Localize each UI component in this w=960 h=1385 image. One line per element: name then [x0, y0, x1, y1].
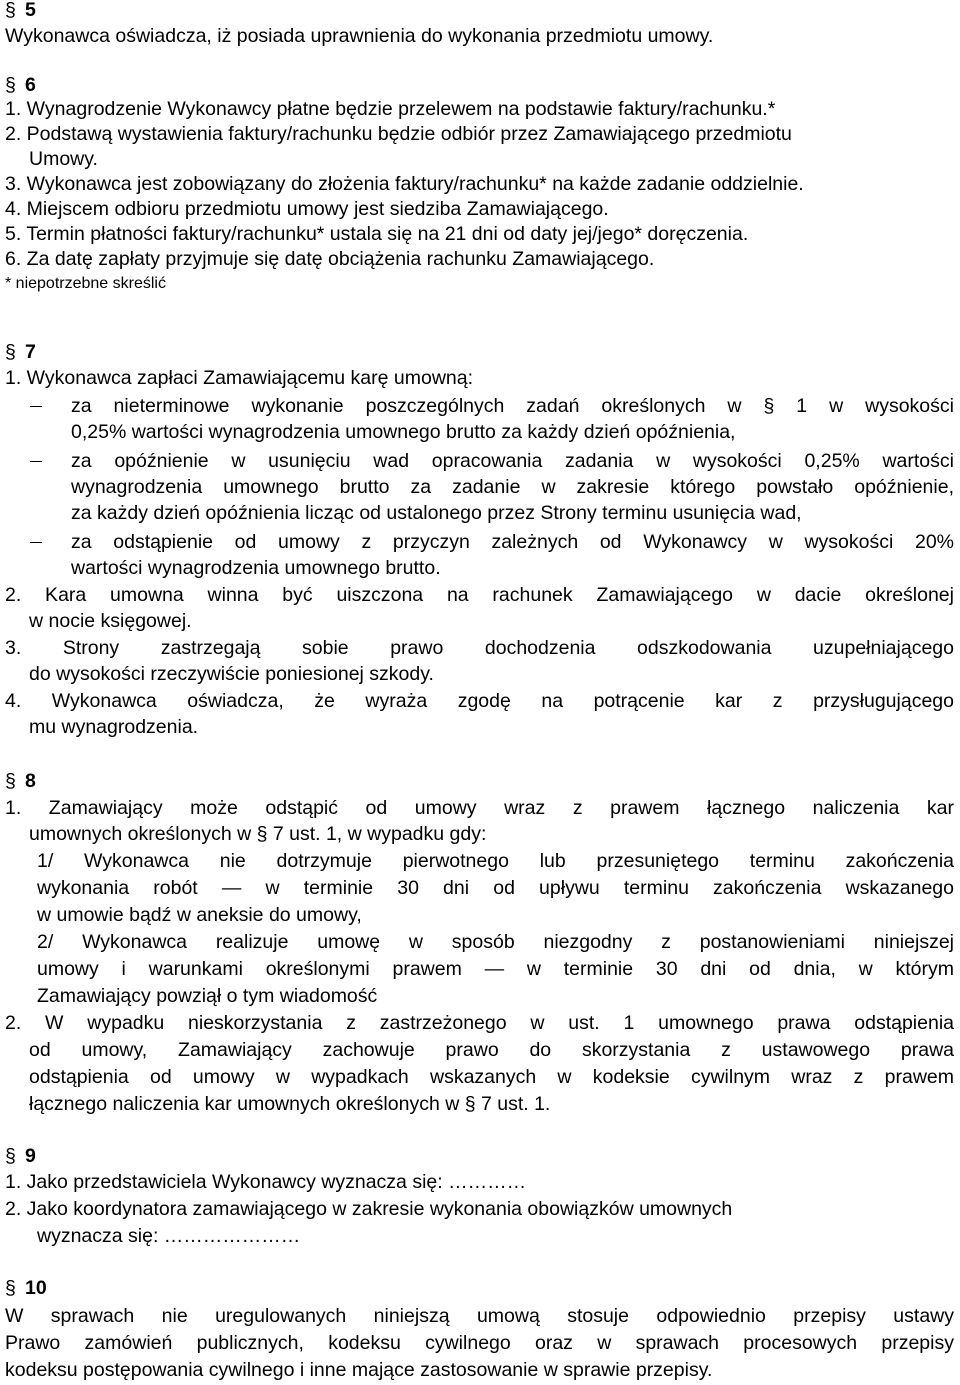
section-6-item-2-cont: Umowy. — [29, 148, 98, 170]
paragraph-sign: § — [5, 0, 16, 21]
section-8-item-1: 1. Zamawiający może odstąpić od umowy wraz z prawem łącznego naliczenia kar — [5, 797, 954, 819]
section-7-item-3-cont: do wysokości rzeczywiście poniesionej szkody. — [29, 663, 434, 685]
dash-bullet-icon — [30, 406, 42, 407]
section-7-item-4: 4. Wykonawca oświadcza, że wyraża zgodę na potrącenie kar z przysługującego — [5, 690, 954, 712]
section-7-item-2: 2. Kara umowna winna być uiszczona na rachunek Zamawiającego w dacie określonej — [5, 584, 954, 606]
section-8-heading — [5, 769, 954, 793]
section-8-item-1-cont: umownych określonych w § 7 ust. 1, w wypadku gdy: — [29, 823, 487, 845]
section-8-point-1: 1/ Wykonawca nie dotrzymuje pierwotnego lub przesuniętego terminu zakończenia — [37, 850, 954, 872]
section-8-item-2-cont2: odstąpienia od umowy w wypadkach wskazanych w kodeksie cywilnym wraz z prawem — [29, 1066, 954, 1088]
section-6-heading — [5, 73, 954, 97]
paragraph-sign: § — [5, 770, 16, 792]
section-number: 9 — [25, 1145, 36, 1167]
dash-bullet-icon — [30, 542, 42, 543]
section-7-bullet-2-cont: wynagrodzenia umownego brutto za zadanie w zakresie którego powstało opóźnienie, — [71, 476, 954, 498]
section-7-bullet-3-cont: wartości wynagrodzenia umownego brutto. — [71, 557, 441, 579]
section-5-heading — [5, 0, 954, 22]
section-10-line-2: Prawo zamówień publicznych, kodeksu cywilnego oraz w sprawach procesowych przepisy — [5, 1332, 954, 1354]
section-10-line-1: W sprawach nie uregulowanych niniejszą umową stosuje odpowiednio przepisy ustawy — [5, 1305, 954, 1327]
section-8-point-1-cont2: w umowie bądź w aneksie do umowy, — [37, 904, 362, 926]
section-9-heading — [5, 1144, 954, 1168]
section-8-item-2: 2. W wypadku nieskorzystania z zastrzeżonego w ust. 1 umownego prawa odstąpienia — [5, 1012, 954, 1034]
footnote: * niepotrzebne skreślić — [5, 275, 166, 292]
section-6-item-4: 4. Miejscem odbioru przedmiotu umowy jest siedziba Zamawiającego. — [5, 198, 609, 220]
section-number: 6 — [25, 74, 36, 96]
section-6-item-5: 5. Termin płatności faktury/rachunku* ustala się na 21 dni od daty jej/jego* doręczenia. — [5, 223, 749, 245]
section-7-bullet-3: za odstąpienie od umowy z przyczyn zależnych od Wykonawcy w wysokości 20% — [71, 531, 954, 553]
dash-bullet-icon — [30, 461, 42, 462]
section-8-point-2-cont: umowy i warunkami określonymi prawem — w terminie 30 dni od dnia, w którym — [37, 958, 954, 980]
section-8-point-2: 2/ Wykonawca realizuje umowę w sposób niezgodny z postanowieniami niniejszej — [37, 931, 954, 953]
paragraph-sign: § — [5, 1145, 16, 1167]
section-8-item-2-cont: od umowy, Zamawiający zachowuje prawo do skorzystania z ustawowego prawa — [29, 1039, 954, 1061]
section-6-item-2: 2. Podstawą wystawienia faktury/rachunku będzie odbiór przez Zamawiającego przedmiotu — [5, 123, 792, 145]
section-10-line-3: kodeksu postępowania cywilnego i inne mające zastosowanie w sprawie przepisy. — [5, 1359, 713, 1381]
section-6-item-1: 1. Wynagrodzenie Wykonawcy płatne będzie przelewem na podstawie faktury/rachunku.* — [5, 98, 776, 120]
section-7-item-4-cont: mu wynagrodzenia. — [29, 716, 199, 738]
section-8-item-2-cont3: łącznego naliczenia kar umownych określonych w § 7 ust. 1. — [29, 1093, 551, 1115]
paragraph-sign: § — [5, 74, 16, 96]
section-10-heading — [5, 1276, 954, 1300]
section-6-item-6: 6. Za datę zapłaty przyjmuje się datę obciążenia rachunku Zamawiającego. — [5, 248, 655, 270]
section-7-item-1: 1. Wykonawca zapłaci Zamawiającemu karę umowną: — [5, 367, 474, 389]
section-7-item-3: 3. Strony zastrzegają sobie prawo dochodzenia odszkodowania uzupełniającego — [5, 637, 954, 659]
section-number: 7 — [25, 341, 36, 363]
section-number: 8 — [25, 770, 36, 792]
section-7-item-2-cont: w nocie księgowej. — [29, 610, 192, 632]
section-5-text: Wykonawca oświadcza, iż posiada uprawnienia do wykonania przedmiotu umowy. — [5, 25, 714, 47]
section-8-point-1-cont: wykonania robót — w terminie 30 dni od upływu terminu zakończenia wskazanego — [37, 877, 954, 899]
section-7-bullet-1-cont: 0,25% wartości wynagrodzenia umownego brutto za każdy dzień opóźnienia, — [71, 421, 736, 443]
section-7-heading — [5, 340, 954, 364]
section-9-item-2: 2. Jako koordynatora zamawiającego w zakresie wykonania obowiązków umownych — [5, 1198, 733, 1220]
section-9-item-2-cont: wyznacza się: ………………… — [37, 1225, 301, 1247]
paragraph-sign: § — [5, 341, 16, 363]
section-9-item-1: 1. Jako przedstawiciela Wykonawcy wyznacza się: ………… — [5, 1171, 527, 1193]
section-7-bullet-2-cont2: za każdy dzień opóźnienia licząc od ustalonego przez Strony terminu usunięcia wad, — [71, 502, 802, 524]
section-number: 5 — [25, 0, 36, 21]
section-7-bullet-2: za opóźnienie w usunięciu wad opracowania zadania w wysokości 0,25% wartości — [71, 450, 954, 472]
paragraph-sign: § — [5, 1277, 16, 1299]
section-number: 10 — [25, 1277, 47, 1299]
section-8-point-2-cont2: Zamawiający powziął o tym wiadomość — [37, 985, 378, 1007]
section-6-item-3: 3. Wykonawca jest zobowiązany do złożenia faktury/rachunku* na każde zadanie oddzielnie. — [5, 173, 804, 195]
section-7-bullet-1: za nieterminowe wykonanie poszczególnych zadań określonych w § 1 w wysokości — [71, 395, 954, 417]
